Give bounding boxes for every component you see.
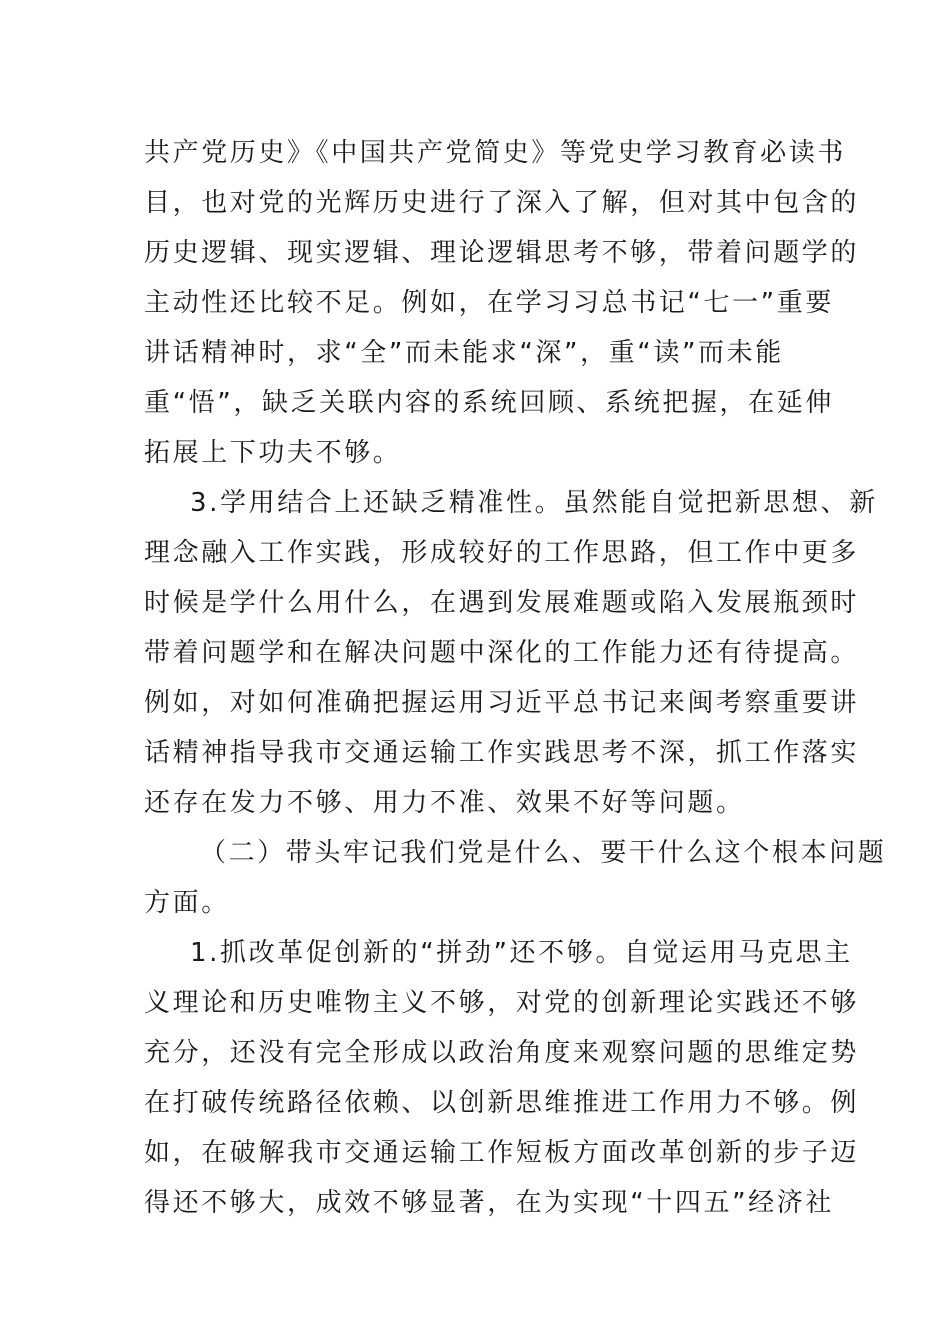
text-line: 重“悟”，缺乏关联内容的系统回顾、系统把握，在延伸 bbox=[144, 388, 834, 418]
text-line: 历史逻辑、现实逻辑、理论逻辑思考不够，带着问题学的 bbox=[144, 238, 860, 268]
text-line: 共产党历史》《中国共产党简史》等党史学习教育必读书 bbox=[144, 138, 847, 168]
text-line: 讲话精神时，求“全”而未能求“深”，重“读”而未能 bbox=[144, 338, 784, 368]
text-line: 方面。 bbox=[144, 888, 230, 918]
text-line: 拓展上下功夫不够。 bbox=[144, 438, 402, 468]
text-line: 得还不够大，成效不够显著，在为实现“十四五”经济社 bbox=[144, 1188, 834, 1218]
text-line: 还存在发力不够、用力不准、效果不好等问题。 bbox=[144, 788, 745, 818]
text-line: 时候是学什么用什么，在遇到发展难题或陷入发展瓶颈时 bbox=[144, 588, 860, 618]
text-line: 例如，对如何准确把握运用习近平总书记来闽考察重要讲 bbox=[144, 688, 860, 718]
text-line: 目，也对党的光辉历史进行了深入了解，但对其中包含的 bbox=[144, 188, 860, 218]
text-line: 带着问题学和在解决问题中深化的工作能力还有待提高。 bbox=[144, 638, 860, 668]
paragraph-start-line: 3.学用结合上还缺乏精准性。虽然能自觉把新思想、新 bbox=[190, 488, 878, 518]
text-line: 理念融入工作实践，形成较好的工作思路，但工作中更多 bbox=[144, 538, 860, 568]
text-line: 如，在破解我市交通运输工作短板方面改革创新的步子迈 bbox=[144, 1138, 860, 1168]
text-line: 话精神指导我市交通运输工作实践思考不深，抓工作落实 bbox=[144, 738, 860, 768]
text-line: 充分，还没有完全形成以政治角度来观察问题的思维定势 bbox=[144, 1038, 860, 1068]
text-line: 主动性还比较不足。例如，在学习习总书记“七一”重要 bbox=[144, 288, 834, 318]
text-line: 义理论和历史唯物主义不够，对党的创新理论实践还不够 bbox=[144, 988, 860, 1018]
text-line: 在打破传统路径依赖、以创新思维推进工作用力不够。例 bbox=[144, 1088, 860, 1118]
section-heading-line: （二）带头牢记我们党是什么、要干什么这个根本问题 bbox=[200, 838, 887, 868]
paragraph-start-line: 1.抓改革促创新的“拼劲”还不够。自觉运用马克思主 bbox=[190, 938, 853, 968]
